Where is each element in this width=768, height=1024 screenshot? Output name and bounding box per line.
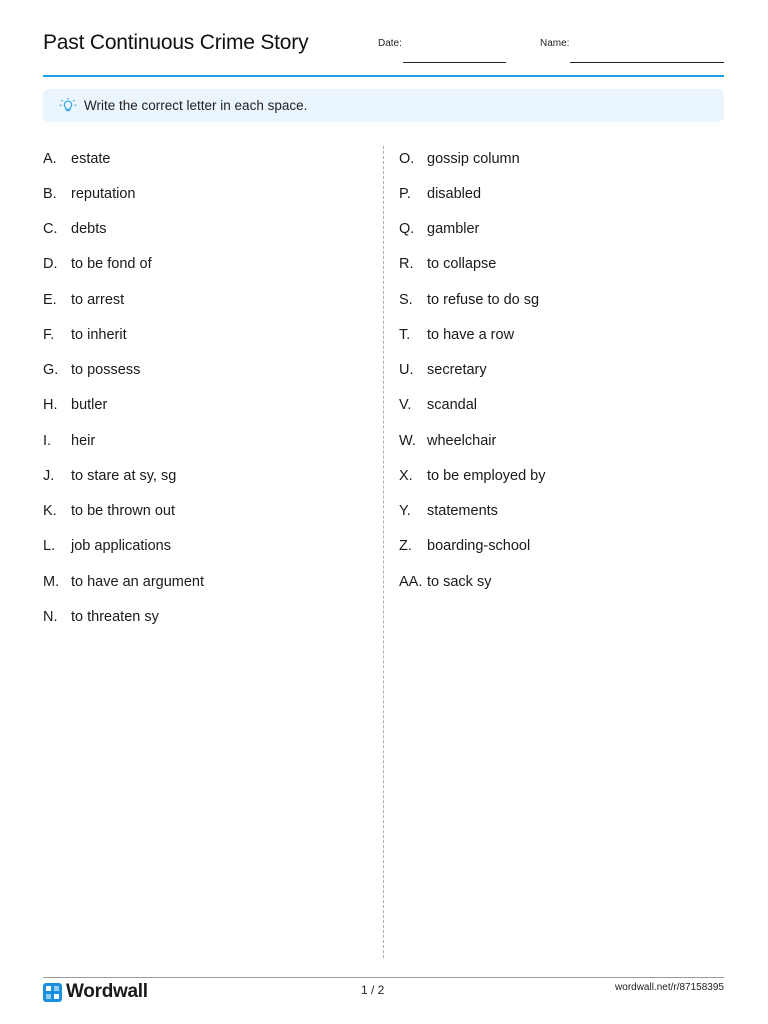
item-letter: D. [43, 256, 58, 273]
item-term: butler [71, 397, 108, 414]
page-indicator: 1 / 2 [361, 983, 385, 997]
list-item [399, 353, 719, 388]
instruction-box [43, 89, 724, 122]
header-accent-rule [43, 75, 724, 77]
item-term: to possess [71, 362, 141, 379]
item-term: gossip column [427, 150, 520, 167]
item-term: to arrest [71, 291, 125, 308]
list-item [43, 317, 373, 352]
item-letter: AA. [399, 573, 423, 590]
item-term: to threaten sy [71, 608, 159, 625]
wordwall-logo-icon [43, 983, 62, 1002]
item-letter: P. [399, 185, 411, 202]
list-item [399, 247, 719, 282]
item-letter: X. [399, 467, 413, 484]
list-item [399, 176, 719, 211]
list-item [399, 212, 719, 247]
item-term: to be employed by [427, 467, 546, 484]
item-letter: Z. [399, 538, 412, 555]
item-term: to be thrown out [71, 503, 175, 520]
item-letter: G. [43, 362, 59, 379]
item-letter: B. [43, 185, 57, 202]
list-item [43, 494, 373, 529]
list-item [43, 458, 373, 493]
page-title: Past Continuous Crime Story [43, 31, 309, 54]
item-letter: N. [43, 608, 58, 625]
word-list-left [43, 141, 373, 635]
name-label: Name: [540, 38, 570, 49]
wordwall-logo-text: Wordwall [66, 981, 148, 1002]
item-letter: U. [399, 362, 414, 379]
list-item [399, 458, 719, 493]
column-divider [383, 146, 384, 958]
item-letter: A. [43, 150, 57, 167]
item-term: to be fond of [71, 256, 152, 273]
item-term: secretary [427, 362, 487, 379]
item-term: statements [427, 503, 498, 520]
list-item [399, 494, 719, 529]
list-item [43, 247, 373, 282]
lightbulb-icon [59, 97, 77, 115]
item-term: job applications [71, 538, 171, 555]
list-item [43, 353, 373, 388]
item-term: scandal [427, 397, 477, 414]
item-letter: K. [43, 503, 57, 520]
item-letter: L. [43, 538, 56, 555]
item-letter: O. [399, 150, 415, 167]
date-line [403, 62, 506, 63]
list-item [399, 388, 719, 423]
item-letter: W. [399, 432, 416, 449]
wordwall-logo [43, 981, 148, 1003]
list-item [43, 529, 373, 564]
item-letter: M. [43, 573, 60, 590]
list-item [399, 282, 719, 317]
list-item [43, 282, 373, 317]
item-term: to sack sy [427, 573, 492, 590]
item-term: heir [71, 432, 96, 449]
item-term: to inherit [71, 326, 127, 343]
item-term: to stare at sy, sg [71, 467, 177, 484]
list-item [399, 141, 719, 176]
item-term: wheelchair [427, 432, 497, 449]
item-letter: H. [43, 397, 58, 414]
item-letter: J. [43, 467, 55, 484]
item-letter: E. [43, 291, 57, 308]
item-letter: C. [43, 221, 58, 238]
item-term: reputation [71, 185, 136, 202]
list-item [43, 599, 373, 634]
footer-rule [43, 977, 724, 978]
item-term: to have an argument [71, 573, 205, 590]
item-term: disabled [427, 185, 482, 202]
item-term: boarding-school [427, 538, 531, 555]
list-item [399, 423, 719, 458]
item-letter: Y. [399, 503, 411, 520]
list-item [399, 564, 719, 599]
item-term: estate [71, 150, 111, 167]
item-term: to have a row [427, 326, 515, 343]
word-list-right [399, 141, 719, 599]
item-letter: Q. [399, 221, 415, 238]
item-letter: R. [399, 256, 414, 273]
item-term: debts [71, 221, 107, 238]
source-url: wordwall.net/r/87158395 [615, 982, 724, 993]
list-item [43, 212, 373, 247]
list-item [399, 529, 719, 564]
item-letter: V. [399, 397, 412, 414]
list-item [43, 564, 373, 599]
list-item [43, 141, 373, 176]
list-item [399, 317, 719, 352]
list-item [43, 423, 373, 458]
list-item [43, 388, 373, 423]
item-letter: F. [43, 326, 55, 343]
list-item [43, 176, 373, 211]
item-term: to refuse to do sg [427, 291, 540, 308]
name-line [570, 62, 724, 63]
item-letter: S. [399, 291, 413, 308]
item-letter: I. [43, 432, 52, 449]
date-label: Date: [378, 38, 402, 49]
instruction-text: Write the correct letter in each space. [84, 98, 308, 113]
item-term: to collapse [427, 256, 497, 273]
item-letter: T. [399, 326, 411, 343]
item-term: gambler [427, 221, 480, 238]
